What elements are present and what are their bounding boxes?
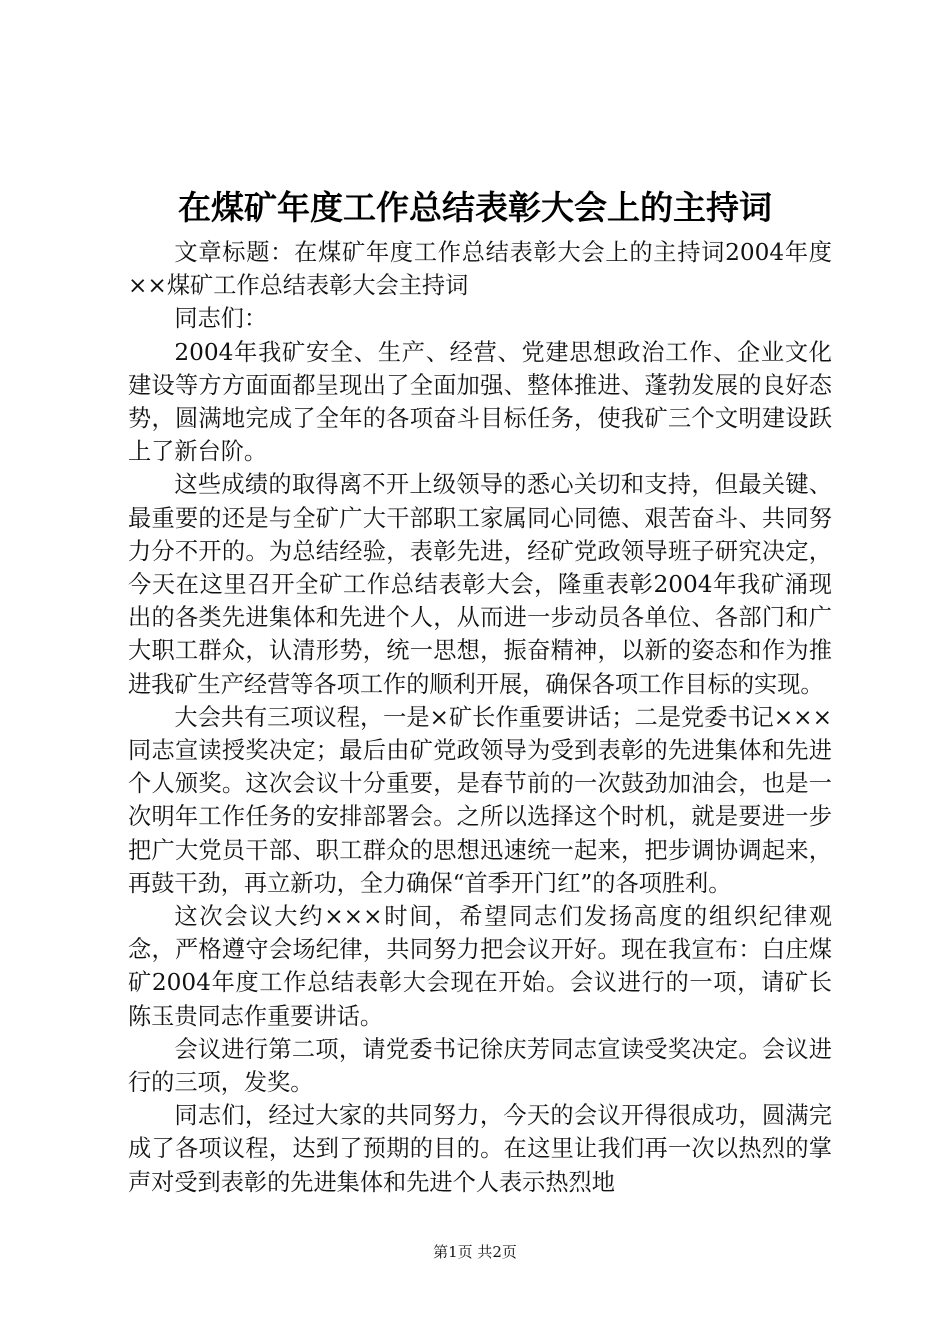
paragraph-article-heading: 文章标题：在煤矿年度工作总结表彰大会上的主持词2004年度××煤矿工作总结表彰大会主持词: [128, 239, 832, 300]
page-number-footer: 第1页 共2页: [433, 1243, 517, 1261]
paragraph-agenda: 大会共有三项议程，一是×矿长作重要讲话；二是党委书记×××同志宣读授奖决定；最后由矿党政领导为受到表彰的先进集体和先进个人颁奖。这次会议十分重要，是春节前的一次鼓劲加油会，也是一次明年工作任务的安排部署会。之所以选择这个时机，就是要进一步把广大党员干部、职工群众的思想迅速统一起来，把步调协调起来，再鼓干劲，再立新功，全力确保“首季开门红”的各项胜利。: [128, 703, 832, 897]
document-body: [128, 236, 832, 1199]
paragraph-second-item: 会议进行第二项，请党委书记徐庆芳同志宣读受奖决定。会议进行的三项，发奖。: [128, 1035, 832, 1097]
paragraph-achievements: 2004年我矿安全、生产、经营、党建思想政治工作、企业文化建设等方方面面都呈现出了全面加强、整体推进、蓬勃发展的良好态势，圆满地完成了全年的各项奋斗目标任务，使我矿三个文明建设跃上了新台阶。: [128, 338, 832, 466]
paragraph-salutation: 同志们：: [174, 305, 268, 333]
paragraph-opening: 这次会议大约×××时间，希望同志们发扬高度的组织纪律观念，严格遵守会场纪律，共同努力把会议开好。现在我宣布：白庄煤矿2004年度工作总结表彰大会现在开始。会议进行的一项，请矿长陈玉贵同志作重要讲话。: [128, 903, 832, 1030]
document-title: 在煤矿年度工作总结表彰大会上的主持词: [178, 188, 772, 227]
paragraph-closing: 同志们，经过大家的共同努力，今天的会议开得很成功，圆满完成了各项议程，达到了预期的目的。在这里让我们再一次以热烈的掌声对受到表彰的先进集体和先进个人表示热烈地: [128, 1102, 832, 1196]
paragraph-purpose: 这些成绩的取得离不开上级领导的悉心关切和支持，但最关键、最重要的还是与全矿广大干部职工家属同心同德、艰苦奋斗、共同努力分不开的。为总结经验，表彰先进，经矿党政领导班子研究决定，今天在这里召开全矿工作总结表彰大会，隆重表彰2004年我矿涌现出的各类先进集体和先进个人，从而进一步动员各单位、各部门和广大职工群众，认清形势，统一思想，振奋精神，以新的姿态和作为推进我矿生产经营等各项工作的顺利开展，确保各项工作目标的实现。: [128, 471, 832, 698]
